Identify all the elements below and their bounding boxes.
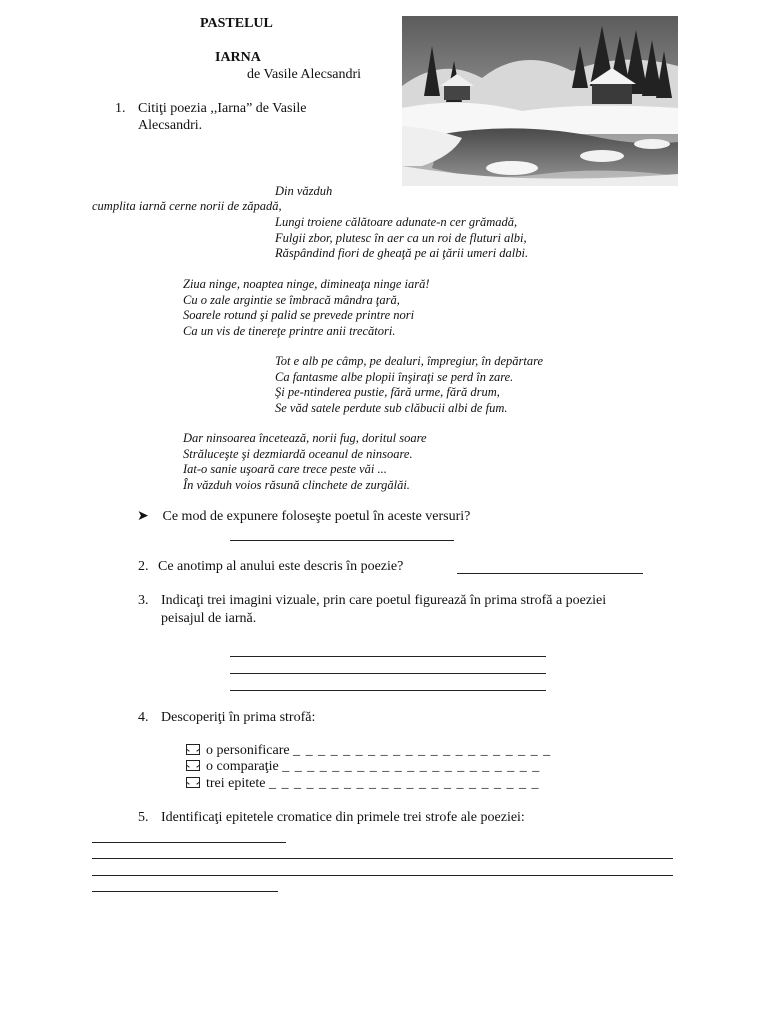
item-number-5: 5. (138, 810, 149, 825)
poem-line: În văzduh voios răsună clinchete de zurgălăi. (183, 477, 410, 492)
poem-line: Ca un vis de tinereţe printre anii trecători. (183, 323, 396, 338)
answer-line[interactable] (230, 673, 546, 674)
answer-line[interactable] (92, 858, 673, 859)
item-number-2: 2. (138, 559, 149, 574)
answer-line[interactable] (92, 875, 673, 876)
poem-line: Din văzduh (275, 184, 333, 198)
item-number-4: 4. (138, 710, 149, 725)
answer-line[interactable] (92, 891, 278, 892)
fill-in-blank[interactable]: _ _ _ _ _ _ _ _ _ _ _ _ _ _ _ _ _ _ _ _ _ _ (268, 776, 540, 791)
poem-stanza-3 (275, 354, 543, 416)
poem-line: Străluceşte şi dezmiardă oceanul de ninsoare. (183, 446, 413, 461)
poem-line: Dar ninsoarea încetează, norii fug, doritul soare (183, 431, 427, 445)
item-number-1: 1. (115, 101, 126, 116)
item-number-3: 3. (138, 593, 149, 608)
arrowhead-bullet-icon: ➤ (137, 509, 149, 524)
envelope-bullet-icon (186, 760, 200, 771)
question-4-text: Descoperiţi în prima strofă: (161, 710, 316, 725)
question-3-line-1: Indicaţi trei imagini vizuale, prin care poetul figurează în prima strofă a poeziei (161, 593, 607, 608)
answer-line[interactable] (230, 656, 546, 657)
checklist-item: o personificare _ _ _ _ _ _ _ _ _ _ _ _ _ _ _ _ _ _ _ _ _ (186, 743, 551, 759)
poem-title: IARNA (215, 50, 261, 65)
answer-line[interactable] (92, 842, 286, 843)
poem-line: Se văd satele perdute sub clăbucii albi de fum. (275, 400, 508, 415)
envelope-bullet-icon (186, 744, 200, 755)
poem-line: Şi pe-ntinderea pustie, fără urme, fără drum, (275, 385, 500, 399)
poem-line: Fulgii zbor, plutesc în aer ca un roi de fluturi albi, (275, 231, 527, 245)
answer-line[interactable] (230, 540, 454, 541)
poem-line: Tot e alb pe câmp, pe dealuri, împregiur, în depărtare (275, 354, 544, 368)
answer-line[interactable] (457, 573, 643, 574)
question-5-text: Identificaţi epitetele cromatice din primele trei strofe ale poeziei: (161, 810, 525, 825)
worksheet-title: PASTELUL (200, 16, 273, 31)
author-byline: de Vasile Alecsandri (247, 67, 362, 82)
poem-stanza-2 (183, 277, 430, 339)
poem-line: Iat-o sanie uşoară care trece peste văi ... (183, 462, 387, 476)
poem-line: Lungi troiene călătoare adunate-n cer grămadă, (275, 215, 518, 229)
poem-line: Ziua ninge, noaptea ninge, dimineaţa ninge iară! (183, 277, 430, 291)
poem-line: Soarele rotund şi palid se prevede printre nori (183, 308, 415, 322)
bullet-question (137, 508, 470, 525)
winter-landscape-illustration (402, 16, 678, 186)
checklist-item: o comparaţie _ _ _ _ _ _ _ _ _ _ _ _ _ _ _ _ _ _ _ _ _ (186, 759, 540, 775)
poem-line: Răspândind fiori de gheaţă pe ai ţării umeri dalbi. (275, 246, 529, 260)
intro-line-1: Citiţi poezia ,,Iarna” de Vasile (138, 101, 307, 116)
poem-line: Cu o zale argintie se îmbracă mândra ţară, (183, 292, 400, 307)
question-3-line-2: peisajul de iarnă. (161, 611, 257, 626)
bullet-question-text: Ce mod de expunere foloseşte poetul în aceste versuri? (162, 509, 471, 524)
question-2-text: Ce anotimp al anului este descris în poezie? (158, 559, 404, 574)
envelope-bullet-icon (186, 777, 200, 788)
checklist-item: trei epitete _ _ _ _ _ _ _ _ _ _ _ _ _ _ _ _ _ _ _ _ _ _ (186, 776, 539, 792)
fill-in-blank[interactable]: _ _ _ _ _ _ _ _ _ _ _ _ _ _ _ _ _ _ _ _ _ (293, 743, 552, 758)
fill-in-blank[interactable]: _ _ _ _ _ _ _ _ _ _ _ _ _ _ _ _ _ _ _ _ _ (282, 759, 541, 774)
intro-line-2: Alecsandri. (138, 118, 203, 133)
answer-line[interactable] (230, 690, 546, 691)
poem-stanza-4 (183, 431, 427, 493)
poem-line: cumplita iarnă cerne norii de zăpadă, (92, 199, 282, 213)
poem-line: Ca fantasme albe plopii înşiraţi se perd în zare. (275, 369, 514, 384)
